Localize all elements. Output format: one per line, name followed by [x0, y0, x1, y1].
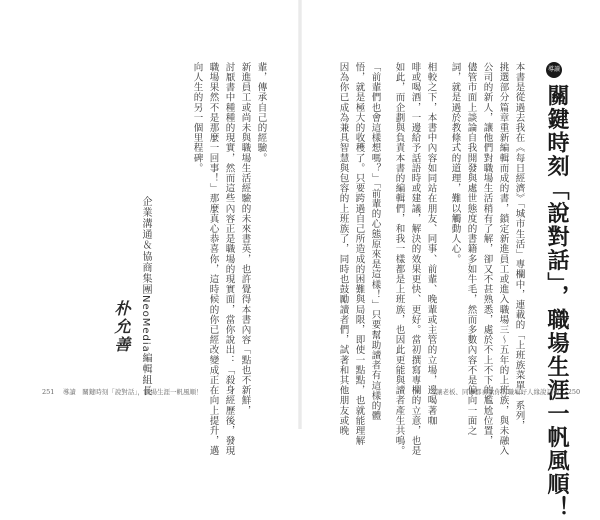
right-text-column: 「前輩們也會這樣想嗎？」「前輩的心態原來是這樣！」只要幫助讀者有這樣的體: [369, 62, 381, 421]
left-text-column: 新進員工或尚未與職場生活經驗的未來書英，也許覺得本書內容「點也不新鮮，: [239, 62, 251, 416]
right-text-column: 本書是從過去我在《每日經濟》「城市生活」專欄中，連載的「上班族菜單」系列，: [513, 62, 525, 431]
right-text-column: 因為你已成為兼具智慧與包容的上班族了，同時也鼓勵讀者們，試著和其他朋友或晚: [337, 62, 349, 436]
chapter-title: 關鍵時刻「說對話」，職場生涯一帆風順！: [544, 84, 569, 520]
right-text-column: 啡或喝酒，一邊給予話語時或建議，解決的效果更快、更好。當初撰寫專欄的立意，也是: [409, 62, 421, 456]
left-text-column: 向人生的另一個里程碑。: [191, 62, 203, 174]
right-text-column: 相較之下，本書中內容如同站在朋友、同事、前輩、晚輩或主管的立場，邊喝著咖: [425, 62, 437, 426]
right-text-column: 如此，而企劃與負責本書的編輯們，和我一樣都是上班族，也因此更能與讀者產生共鳴。: [393, 62, 405, 456]
right-text-column: 悟，就是極大的收穫了。只要跨過自己所造成的困難與局限，即使一點點，也就能理解: [353, 62, 365, 446]
right-text-column: 挑選部分篇章重新編輯而成的書，鎖定新進員工或進入職場三～五年的上班族，與未融入: [497, 62, 509, 456]
right-text-column: 詞，就是過於教條式的道理，難以觸動人心。: [449, 62, 461, 264]
running-head: 導讀 關鍵時刻「說對話」，職場生涯一帆風順！: [62, 388, 203, 396]
left-text-column: 輩，傳承自己的經驗。: [255, 62, 267, 163]
author-signature: 朴允善: [112, 300, 131, 354]
right-text-column: 公司的新人，讓他們對職場生活稍有了解，卻又不甚熟悉，處於不上不下的尷尬位置，: [481, 62, 493, 446]
page-number: 250: [567, 388, 581, 396]
right-footer: [436, 387, 580, 396]
running-head: 讓老板、同事都喜歡你的職場好人緣說話術: [436, 388, 560, 396]
section-badge: 導讀: [546, 62, 562, 78]
left-footer: [42, 387, 202, 396]
left-text-column: 討厭書中種種的現實，然而這些內容正是職場的現實面，當你說出：「殺身經歷後，發現: [223, 62, 235, 456]
author-affiliation: 企業溝通＆協商集團NeoMedia編輯組長: [140, 196, 151, 397]
right-text-column: 儘管市面上談論自我開發與處世態度的書籍多如牛毛，然而多數內容不是偏向一面之: [465, 62, 477, 436]
left-text-column: 職場果然不是那麼一回事！」那麼真心恭喜你，這時候的你已經改變成正在向上提升，邁: [207, 62, 219, 456]
page-number: 251: [42, 388, 55, 396]
